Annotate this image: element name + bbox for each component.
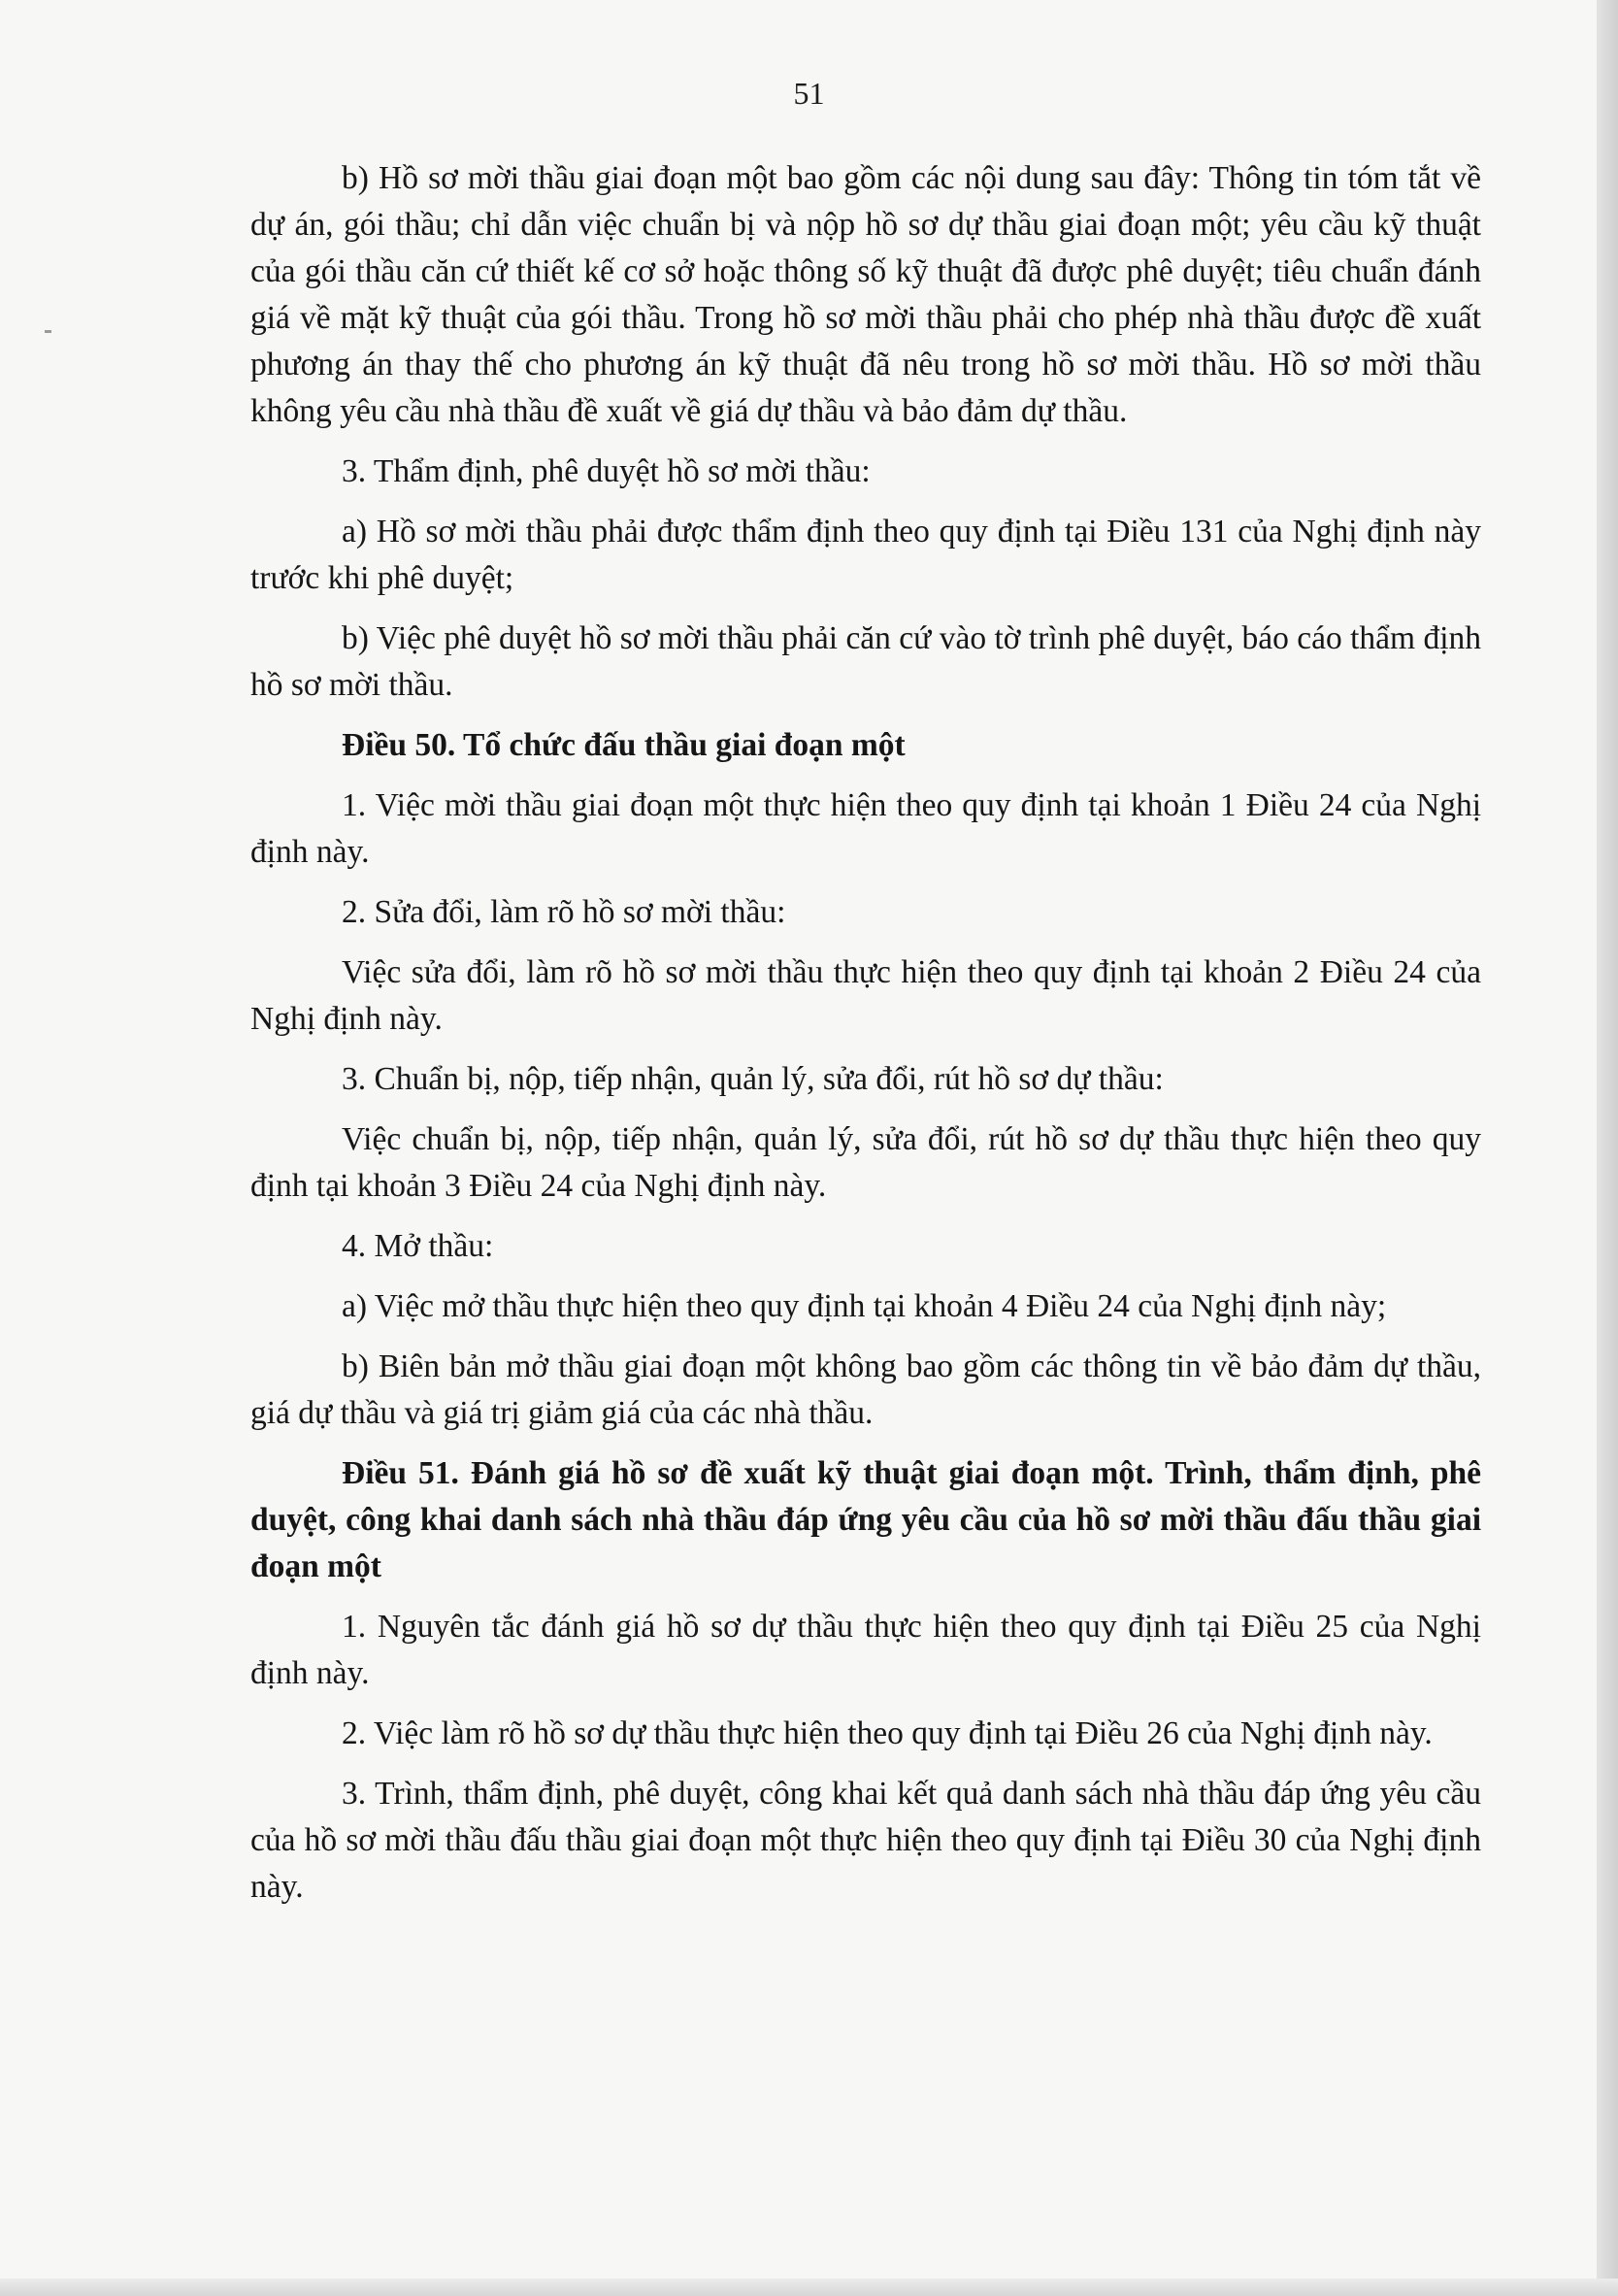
paragraph-hsmt-contents: b) Hồ sơ mời thầu giai đoạn một bao gồm các nội dung sau đây: Thông tin tóm tắt về dự án, gói thầu; chỉ dẫn việc chuẩn bị và nộp hồ sơ dự thầu giai đoạn một; yêu cầu kỹ thuật của gói thầu căn cứ thiết kế cơ sở hoặc thông số kỹ thuật đã được phê duyệt; tiêu chuẩn đánh giá về mặt kỹ thuật của gói thầu. Trong hồ sơ mời thầu phải cho phép nhà thầu được đề xuất phương án thay thế cho phương án kỹ thuật đã nêu trong hồ sơ mời thầu. Hồ sơ mời thầu không yêu cầu nhà thầu đề xuất về giá dự thầu và bảo đảm dự thầu. <box>250 160 1481 429</box>
paragraph-art50-item-2: 2. Sửa đổi, làm rõ hồ sơ mời thầu: <box>342 894 786 930</box>
paragraph-item-3-appraisal: 3. Thẩm định, phê duyệt hồ sơ mời thầu: <box>342 453 871 489</box>
paragraph-art50-item-4b: b) Biên bản mở thầu giai đoạn một không bao gồm các thông tin về bảo đảm dự thầu, giá dự thầu và giá trị giảm giá của các nhà thầu. <box>250 1348 1481 1431</box>
paragraph-art50-item-3: 3. Chuẩn bị, nộp, tiếp nhận, quản lý, sửa đổi, rút hồ sơ dự thầu: <box>342 1061 1164 1097</box>
article-50-heading: Điều 50. Tổ chức đấu thầu giai đoạn một <box>342 727 906 763</box>
paragraph-art50-item-1: 1. Việc mời thầu giai đoạn một thực hiện theo quy định tại khoản 1 Điều 24 của Nghị định này. <box>250 787 1481 870</box>
paragraph-art50-item-3-text: Việc chuẩn bị, nộp, tiếp nhận, quản lý, sửa đổi, rút hồ sơ dự thầu thực hiện theo quy định tại khoản 3 Điều 24 của Nghị định này. <box>250 1121 1481 1204</box>
scan-shadow-right <box>1597 0 1618 2296</box>
paragraph-art51-item-1: 1. Nguyên tắc đánh giá hồ sơ dự thầu thực hiện theo quy định tại Điều 25 của Nghị định này. <box>250 1609 1481 1691</box>
paragraph-art50-item-4a: a) Việc mở thầu thực hiện theo quy định tại khoản 4 Điều 24 của Nghị định này; <box>342 1288 1387 1324</box>
paragraph-art51-item-2: 2. Việc làm rõ hồ sơ dự thầu thực hiện theo quy định tại Điều 26 của Nghị định này. <box>342 1715 1433 1751</box>
paragraph-art50-item-4: 4. Mở thầu: <box>342 1228 494 1264</box>
article-51-heading: Điều 51. Đánh giá hồ sơ đề xuất kỹ thuật giai đoạn một. Trình, thẩm định, phê duyệt, công khai danh sách nhà thầu đáp ứng yêu cầu của hồ sơ mời thầu đấu thầu giai đoạn một <box>250 1455 1481 1584</box>
paragraph-item-3b: b) Việc phê duyệt hồ sơ mời thầu phải căn cứ vào tờ trình phê duyệt, báo cáo thẩm định hồ sơ mời thầu. <box>250 620 1481 703</box>
page-number: 51 <box>793 76 825 111</box>
scan-speck <box>45 330 51 333</box>
paragraph-item-3a: a) Hồ sơ mời thầu phải được thẩm định theo quy định tại Điều 131 của Nghị định này trước khi phê duyệt; <box>250 514 1481 596</box>
document-body <box>250 155 1481 1924</box>
scan-shadow-bottom <box>0 2279 1618 2296</box>
paragraph-art51-item-3: 3. Trình, thẩm định, phê duyệt, công khai kết quả danh sách nhà thầu đáp ứng yêu cầu của hồ sơ mời thầu đấu thầu giai đoạn một thực hiện theo quy định tại Điều 30 của Nghị định này. <box>250 1776 1481 1905</box>
paragraph-art50-item-2-text: Việc sửa đổi, làm rõ hồ sơ mời thầu thực hiện theo quy định tại khoản 2 Điều 24 của Nghị định này. <box>250 954 1481 1037</box>
